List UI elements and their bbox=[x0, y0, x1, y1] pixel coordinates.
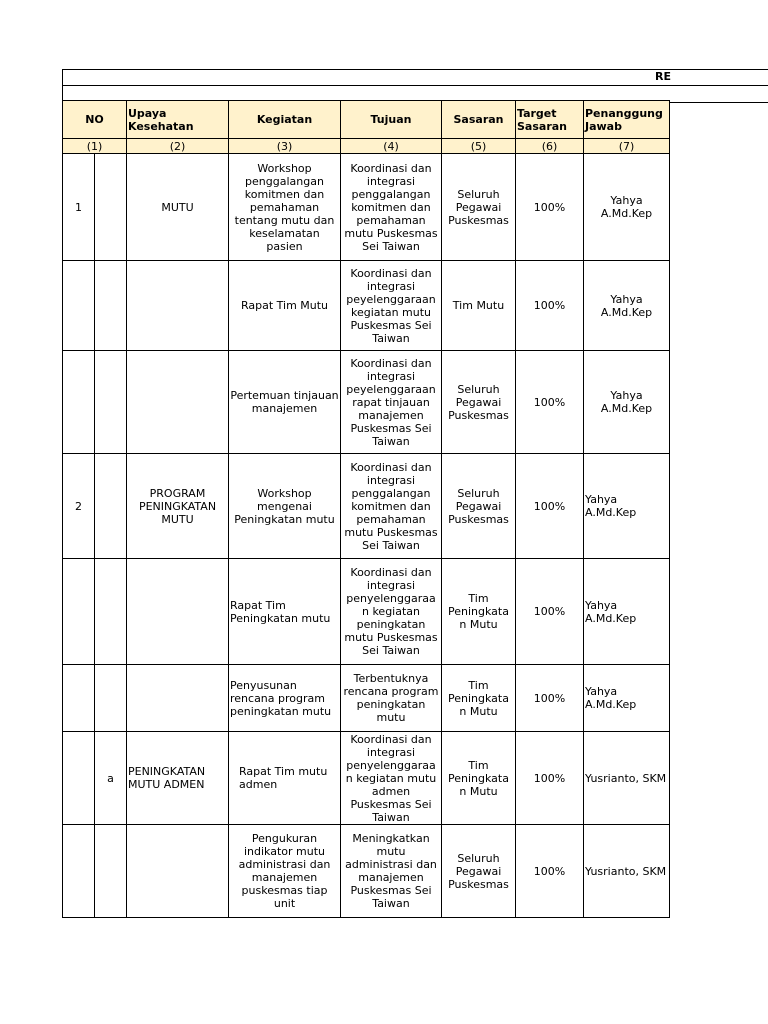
table-row bbox=[63, 351, 670, 454]
divider bbox=[62, 85, 768, 86]
cell-sasaran: Tim Peningkata n Mutu bbox=[442, 732, 516, 825]
cell-target: 100% bbox=[516, 454, 584, 559]
table-row bbox=[63, 732, 670, 825]
table-row bbox=[63, 154, 670, 261]
cell-sasaran: Seluruh Pegawai Puskesmas bbox=[442, 154, 516, 261]
cell-tujuan: Koordinasi dan integrasi penyelenggaraa n kegiatan peningkatan mutu Puskesmas Sei Taiwan bbox=[341, 559, 442, 665]
cell-tujuan: Koordinasi dan integrasi peyelenggaraan rapat tinjauan manajemen Puskesmas Sei Taiwan bbox=[341, 351, 442, 454]
header-sasaran: Sasaran bbox=[442, 101, 516, 139]
cell-sub bbox=[95, 351, 127, 454]
cell-pj: Yahya A.Md.Kep bbox=[584, 154, 670, 261]
cell-kegiatan: Workshop mengenai Peningkatan mutu bbox=[229, 454, 341, 559]
col-number: (3) bbox=[229, 139, 341, 154]
col-number: (2) bbox=[127, 139, 229, 154]
cell-sasaran: Tim Peningkata n Mutu bbox=[442, 665, 516, 732]
cell-tujuan: Meningkatkan mutu administrasi dan manajemen Puskesmas Sei Taiwan bbox=[341, 825, 442, 918]
cell-sub: a bbox=[95, 732, 127, 825]
table-row bbox=[63, 665, 670, 732]
cell-target: 100% bbox=[516, 825, 584, 918]
cell-sub bbox=[95, 825, 127, 918]
table-row bbox=[63, 261, 670, 351]
cell-target: 100% bbox=[516, 732, 584, 825]
column-number-row bbox=[63, 139, 670, 154]
cell-tujuan: Koordinasi dan integrasi penggalangan komitmen dan pemahaman mutu Puskesmas Sei Taiwan bbox=[341, 154, 442, 261]
cell-sasaran: Seluruh Pegawai Puskesmas bbox=[442, 454, 516, 559]
cell-sub bbox=[95, 261, 127, 351]
cell-sub bbox=[95, 665, 127, 732]
cell-kegiatan: Penyusunan rencana program peningkatan mutu bbox=[229, 665, 341, 732]
cell-kegiatan: Rapat Tim mutu admen bbox=[229, 732, 341, 825]
header-upaya: Upaya Kesehatan bbox=[127, 101, 229, 139]
cell-no: 2 bbox=[63, 454, 95, 559]
cell-sub bbox=[95, 454, 127, 559]
cell-no bbox=[63, 351, 95, 454]
table-row bbox=[63, 825, 670, 918]
cell-pj: Yahya A.Md.Kep bbox=[584, 454, 670, 559]
cell-target: 100% bbox=[516, 261, 584, 351]
cell-tujuan: Koordinasi dan integrasi penyelenggaraa n kegiatan mutu admen Puskesmas Sei Taiwan bbox=[341, 732, 442, 825]
cell-tujuan: Koordinasi dan integrasi peyelenggaraan kegiatan mutu Puskesmas Sei Taiwan bbox=[341, 261, 442, 351]
cell-kegiatan: Rapat Tim Peningkatan mutu bbox=[229, 559, 341, 665]
header-pj: Penanggung Jawab bbox=[584, 101, 670, 139]
cell-no: 1 bbox=[63, 154, 95, 261]
cell-upaya bbox=[127, 351, 229, 454]
cell-sasaran: Seluruh Pegawai Puskesmas bbox=[442, 351, 516, 454]
cell-upaya: PROGRAM PENINGKATAN MUTU bbox=[127, 454, 229, 559]
cell-upaya bbox=[127, 559, 229, 665]
cell-pj: Yahya A.Md.Kep bbox=[584, 559, 670, 665]
header-target: Target Sasaran bbox=[516, 101, 584, 139]
cell-pj: Yusrianto, SKM bbox=[584, 732, 670, 825]
header-row bbox=[63, 101, 670, 139]
table-row bbox=[63, 559, 670, 665]
cell-sasaran: Seluruh Pegawai Puskesmas bbox=[442, 825, 516, 918]
cell-kegiatan: Pengukuran indikator mutu administrasi dan manajemen puskesmas tiap unit bbox=[229, 825, 341, 918]
col-number: (6) bbox=[516, 139, 584, 154]
header-no: NO bbox=[63, 101, 127, 139]
cell-no bbox=[63, 261, 95, 351]
cell-no bbox=[63, 559, 95, 665]
cell-target: 100% bbox=[516, 559, 584, 665]
cell-tujuan: Koordinasi dan integrasi penggalangan komitmen dan pemahaman mutu Puskesmas Sei Taiwan bbox=[341, 454, 442, 559]
cell-kegiatan: Rapat Tim Mutu bbox=[229, 261, 341, 351]
col-number: (5) bbox=[442, 139, 516, 154]
cell-no bbox=[63, 665, 95, 732]
cell-upaya bbox=[127, 825, 229, 918]
col-number: (4) bbox=[341, 139, 442, 154]
cell-sasaran: Tim Peningkata n Mutu bbox=[442, 559, 516, 665]
cell-upaya: PENINGKATAN MUTU ADMEN bbox=[127, 732, 229, 825]
cell-upaya bbox=[127, 665, 229, 732]
cell-pj: Yahya A.Md.Kep bbox=[584, 261, 670, 351]
cell-target: 100% bbox=[516, 154, 584, 261]
header-tujuan: Tujuan bbox=[341, 101, 442, 139]
cell-no bbox=[63, 825, 95, 918]
col-number: (1) bbox=[63, 139, 127, 154]
cell-sub bbox=[95, 559, 127, 665]
table-row bbox=[63, 454, 670, 559]
cell-pj: Yahya A.Md.Kep bbox=[584, 665, 670, 732]
cell-sasaran: Tim Mutu bbox=[442, 261, 516, 351]
cell-target: 100% bbox=[516, 665, 584, 732]
cell-no bbox=[63, 732, 95, 825]
cell-tujuan: Terbentuknya rencana program peningkatan mutu bbox=[341, 665, 442, 732]
cell-target: 100% bbox=[516, 351, 584, 454]
cell-upaya: MUTU bbox=[127, 154, 229, 261]
cell-upaya bbox=[127, 261, 229, 351]
header-kegiatan: Kegiatan bbox=[229, 101, 341, 139]
sheet-title: RE bbox=[655, 70, 671, 83]
cell-pj: Yahya A.Md.Kep bbox=[584, 351, 670, 454]
cell-pj: Yusrianto, SKM bbox=[584, 825, 670, 918]
cell-sub bbox=[95, 154, 127, 261]
cell-kegiatan: Pertemuan tinjauan manajemen bbox=[229, 351, 341, 454]
col-number: (7) bbox=[584, 139, 670, 154]
activity-table bbox=[62, 100, 670, 918]
cell-kegiatan: Workshop penggalangan komitmen dan pemahaman tentang mutu dan keselamatan pasien bbox=[229, 154, 341, 261]
